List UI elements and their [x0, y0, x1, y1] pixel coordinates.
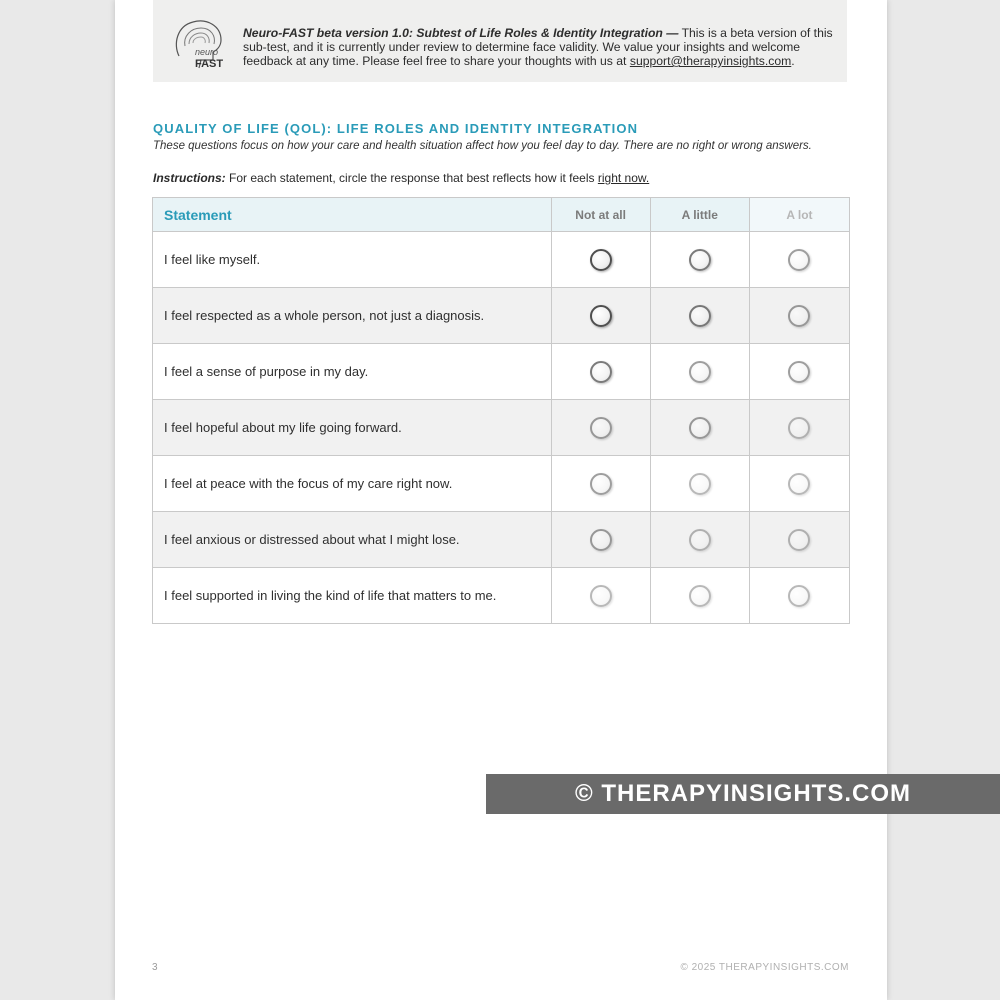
footer-copyright: © 2025 THERAPYINSIGHTS.COM: [680, 962, 849, 973]
statement-text: I feel like myself.: [153, 232, 552, 288]
page-number: 3: [152, 962, 158, 973]
radio-a-little[interactable]: [689, 585, 711, 607]
instructions-label: Instructions:: [153, 171, 226, 185]
instructions-emphasis: right now.: [597, 171, 650, 185]
logo-fast-text: FAST: [195, 58, 224, 70]
copyright-watermark: © THERAPYINSIGHTS.COM: [486, 774, 1000, 814]
radio-a-lot[interactable]: [788, 529, 810, 551]
radio-a-lot[interactable]: [788, 473, 810, 495]
instructions: [153, 171, 649, 185]
table-row: [153, 568, 850, 624]
radio-a-little[interactable]: [689, 529, 711, 551]
header-not-at-all: Not at all: [551, 198, 650, 232]
radio-not-at-all[interactable]: [590, 305, 612, 327]
statement-text: I feel anxious or distressed about what I might lose.: [153, 512, 552, 568]
section-subtitle: These questions focus on how your care and health situation affect how you feel day to day. There are no right or wrong answers.: [153, 140, 812, 152]
header-a-lot: A lot: [749, 198, 849, 232]
radio-not-at-all[interactable]: [590, 249, 612, 271]
radio-a-little[interactable]: [689, 249, 711, 271]
radio-not-at-all[interactable]: [590, 473, 612, 495]
table-header-row: [153, 198, 850, 232]
rating-table: [152, 197, 850, 624]
radio-a-little[interactable]: [689, 417, 711, 439]
table-row: [153, 400, 850, 456]
table-row: [153, 232, 850, 288]
document-page: [115, 0, 887, 1000]
radio-a-lot[interactable]: [788, 249, 810, 271]
statement-text: I feel a sense of purpose in my day.: [153, 344, 552, 400]
statement-text: I feel supported in living the kind of life that matters to me.: [153, 568, 552, 624]
instructions-text: For each statement, circle the response that best reflects how it feels: [225, 171, 598, 185]
header-statement: Statement: [153, 198, 552, 232]
beta-notice-body: This is a beta version of this sub-test, and it is currently under review to determine face validity. We value your insights and welcome feedback at any time. Please feel free to share your thoughts with us at: [243, 26, 833, 68]
radio-a-little[interactable]: [689, 473, 711, 495]
radio-not-at-all[interactable]: [590, 585, 612, 607]
radio-a-little[interactable]: [689, 361, 711, 383]
neuro-fast-logo: [171, 16, 231, 72]
beta-notice-text: [243, 26, 835, 68]
table-row: [153, 512, 850, 568]
beta-notice-end: .: [791, 54, 795, 68]
radio-a-lot[interactable]: [788, 305, 810, 327]
beta-notice-banner: [153, 0, 847, 82]
radio-a-lot[interactable]: [788, 417, 810, 439]
radio-a-lot[interactable]: [788, 361, 810, 383]
section-title: QUALITY OF LIFE (QOL): LIFE ROLES AND IDENTITY INTEGRATION: [153, 121, 639, 136]
radio-not-at-all[interactable]: [590, 361, 612, 383]
statement-text: I feel at peace with the focus of my care right now.: [153, 456, 552, 512]
statement-text: I feel hopeful about my life going forward.: [153, 400, 552, 456]
statement-text: I feel respected as a whole person, not just a diagnosis.: [153, 288, 552, 344]
logo-neuro-text: neuro: [195, 47, 219, 57]
support-email-link[interactable]: support@therapyinsights.com: [629, 54, 792, 68]
table-row: [153, 456, 850, 512]
table-row: [153, 288, 850, 344]
header-a-little: A little: [650, 198, 749, 232]
radio-not-at-all[interactable]: [590, 417, 612, 439]
beta-notice-title: Neuro-FAST beta version 1.0: Subtest of Life Roles & Identity Integration —: [243, 26, 679, 40]
radio-a-lot[interactable]: [788, 585, 810, 607]
radio-not-at-all[interactable]: [590, 529, 612, 551]
table-row: [153, 344, 850, 400]
radio-a-little[interactable]: [689, 305, 711, 327]
